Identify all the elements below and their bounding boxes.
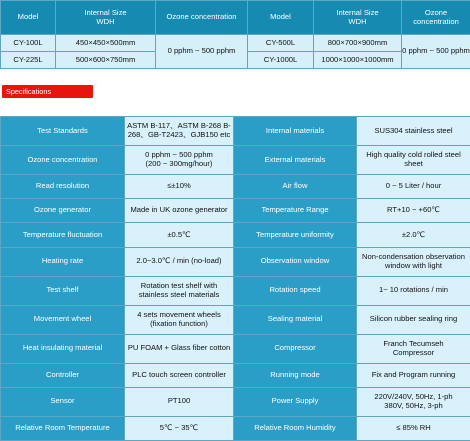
table-cell: 0 pphm ~ 500 pphm [156,35,248,69]
header-cell: Internal Size WDH [314,1,402,35]
spec-value-cell: Rotation test shelf with stainless steel materials [125,276,234,305]
spec-key-cell: Controller [1,363,125,387]
spec-key-cell: Power Supply [234,387,357,416]
spec-key-cell: Observation window [234,247,357,276]
spec-key-cell: Compressor [234,334,357,363]
spec-key-cell: Temperature fluctuation [1,223,125,247]
spec-value-cell: ±2.0℃ [357,223,470,247]
table-row [1,117,470,146]
spec-value-cell: SUS304 stainless steel [357,117,470,146]
table-cell: 450×450×500mm [56,35,156,52]
table-row [1,223,470,247]
model-table-header [1,1,470,35]
spec-value-cell: Silicon rubber sealing ring [357,305,470,334]
spec-value-cell: ≤±10% [125,175,234,199]
spec-key-cell: Read resolution [1,175,125,199]
specifications-table [0,116,470,441]
spec-key-cell: Relative Room Temperature [1,416,125,440]
spec-key-cell: Air flow [234,175,357,199]
table-row [1,175,470,199]
table-row [1,416,470,440]
specifications-label: Specifications [2,85,93,98]
spec-key-cell: Heating rate [1,247,125,276]
table-cell: 800×700×900mm [314,35,402,52]
spec-value-cell: ASTM B-117、ASTM B-268 B-268、GB-T2423、GJB150 etc [125,117,234,146]
spec-value-cell: 0 ~ 5 Liter / hour [357,175,470,199]
table-row [1,276,470,305]
spec-key-cell: Internal materials [234,117,357,146]
spec-key-cell: Temperature uniformity [234,223,357,247]
spec-key-cell: Sensor [1,387,125,416]
table-cell: CY-1000L [248,52,314,69]
spec-key-cell: Ozone concentration [1,146,125,175]
table-row [1,363,470,387]
table-row [1,35,470,52]
spec-value-cell: High quality cold rolled steel sheet [357,146,470,175]
spec-key-cell: Relative Room Humidity [234,416,357,440]
table-row [1,334,470,363]
table-cell: CY-225L [1,52,56,69]
table-row [1,146,470,175]
spec-value-cell: ≤ 85% RH [357,416,470,440]
table-cell: 500×600×750mm [56,52,156,69]
spec-key-cell: Movement wheel [1,305,125,334]
spec-value-cell: PT100 [125,387,234,416]
table-row [1,305,470,334]
spec-value-cell: RT+10 ~ +60℃ [357,199,470,223]
table-cell: CY-500L [248,35,314,52]
table-row [1,247,470,276]
spec-key-cell: External materials [234,146,357,175]
spec-key-cell: Sealing material [234,305,357,334]
table-row [1,199,470,223]
spec-value-cell: 4 sets movement wheels (fixation function) [125,305,234,334]
header-cell: Ozone concentration [156,1,248,35]
spec-value-cell: 5℃ ~ 35℃ [125,416,234,440]
spec-key-cell: Running mode [234,363,357,387]
spec-value-cell: Franch Tecumseh Compressor [357,334,470,363]
spec-key-cell: Rotation speed [234,276,357,305]
spec-key-cell: Ozone generator [1,199,125,223]
spec-value-cell: 2.0~3.0℃ / min (no-load) [125,247,234,276]
header-cell: Ozone concentration [402,1,470,35]
spec-key-cell: Test shelf [1,276,125,305]
spec-value-cell: 220V/240V, 50Hz, 1-ph 380V, 50Hz, 3-ph [357,387,470,416]
spec-key-cell: Test Standards [1,117,125,146]
spec-value-cell: Fix and Program running [357,363,470,387]
header-cell: Model [248,1,314,35]
spec-value-cell: PU FOAM + Glass fiber cotton [125,334,234,363]
spec-value-cell: 0 pphm ~ 500 pphm (200 ~ 300mg/hour) [125,146,234,175]
spec-value-cell: Non-condensation observation window with light [357,247,470,276]
model-table [0,0,470,69]
table-cell: CY-100L [1,35,56,52]
spec-key-cell: Heat insulating material [1,334,125,363]
spec-value-cell: Made in UK ozone generator [125,199,234,223]
spec-value-cell: 1~ 10 rotations / min [357,276,470,305]
spec-value-cell: ±0.5℃ [125,223,234,247]
header-cell: Internal Size WDH [56,1,156,35]
spec-value-cell: PLC touch screen controller [125,363,234,387]
table-cell: 1000×1000×1000mm [314,52,402,69]
table-cell: 0 pphm ~ 500 pphm [402,35,470,69]
header-cell: Model [1,1,56,35]
spec-key-cell: Temperature Range [234,199,357,223]
